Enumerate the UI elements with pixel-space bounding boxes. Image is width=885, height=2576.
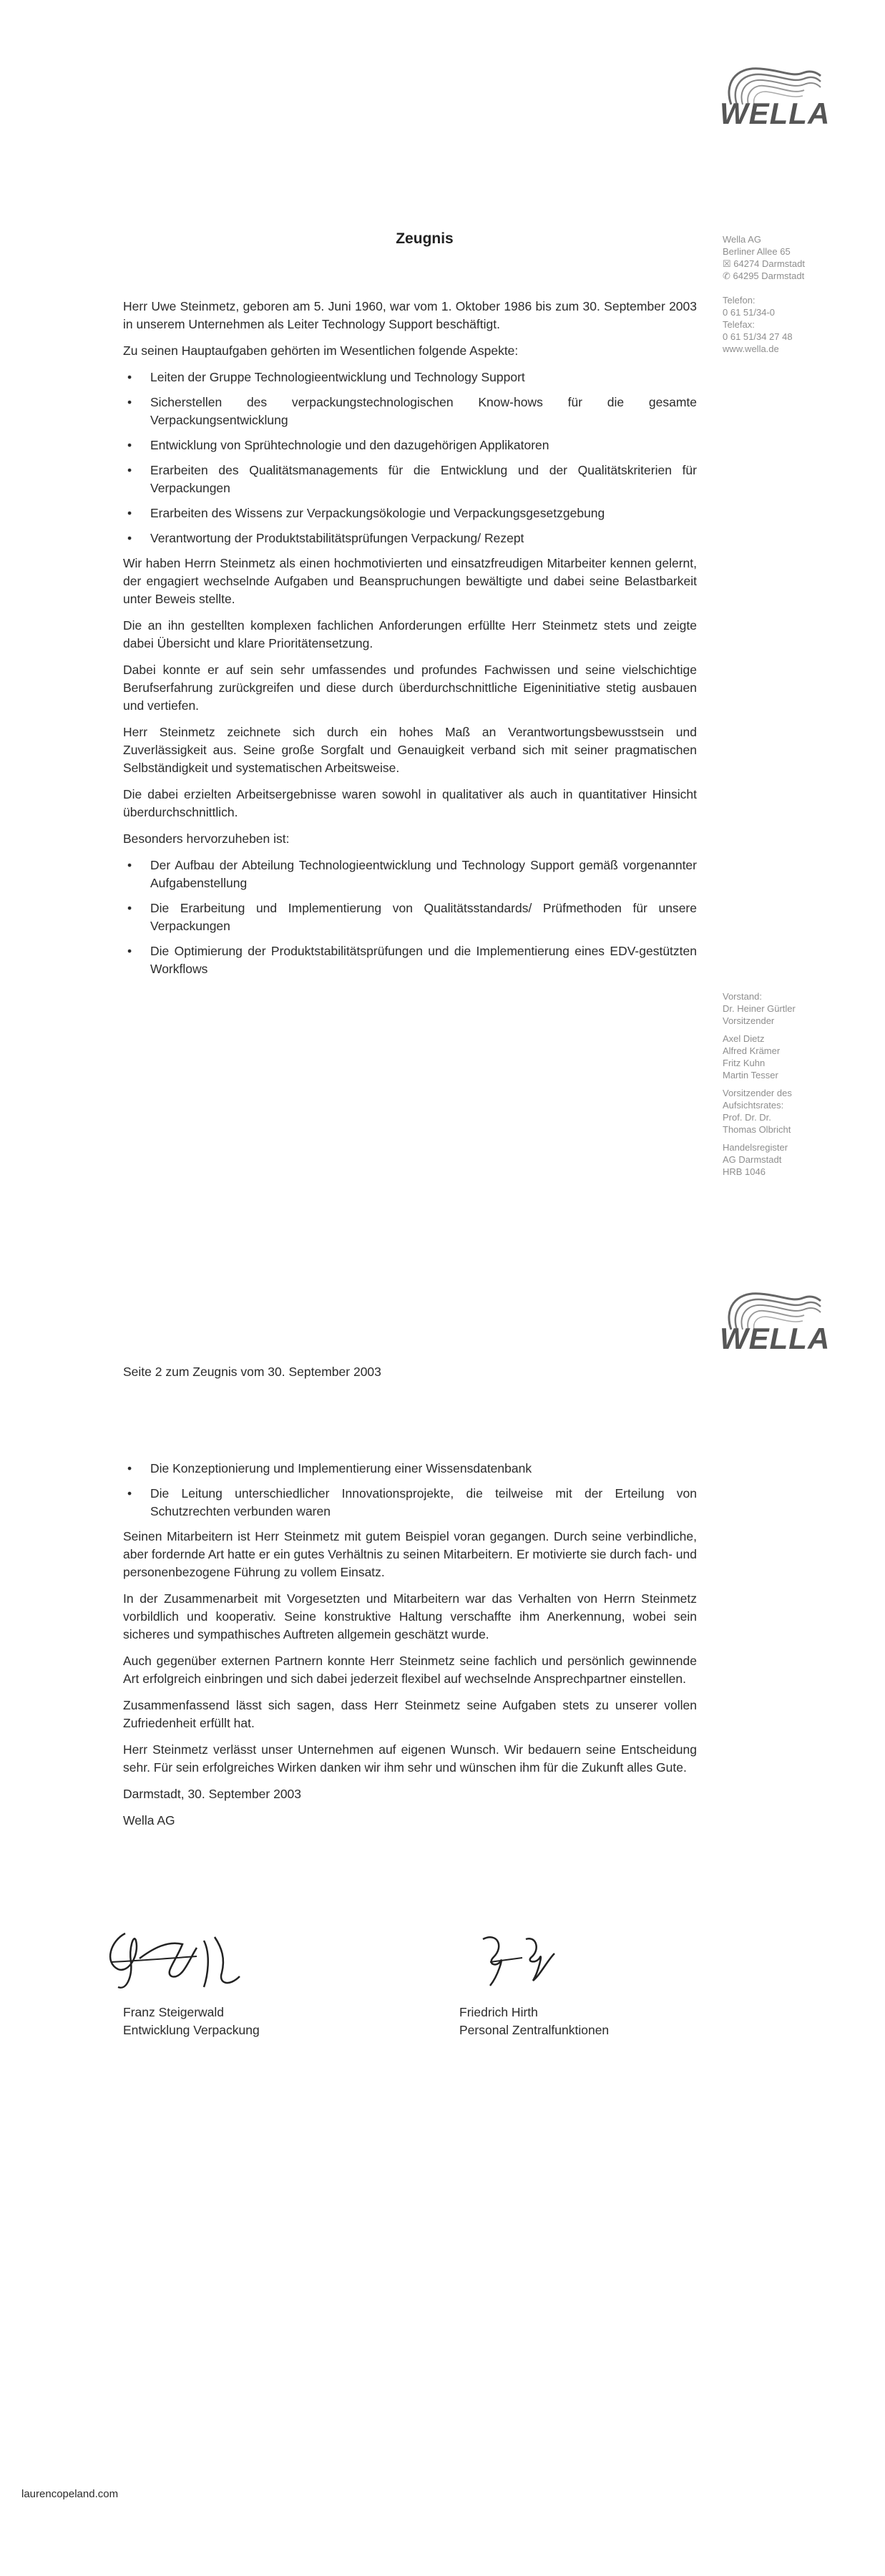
list-item: • Sicherstellen des verpackungstechnologischen Know-hows für die gesamte Verpackungsentwicklung <box>127 395 697 427</box>
company-street: Berliner Allee 65 <box>723 246 791 257</box>
signer-2 <box>459 2004 609 2039</box>
company-city: ✆ 64295 Darmstadt <box>723 270 805 281</box>
document-title: Zeugnis <box>396 230 454 247</box>
signature-steigerwald <box>97 1919 297 1998</box>
board-member: Martin Tesser <box>723 1070 778 1080</box>
company-po-box: ☒ 64274 Darmstadt <box>723 258 805 269</box>
letter-page-2 <box>0 1252 885 2576</box>
page-2-header: Seite 2 zum Zeugnis vom 30. September 2003 <box>123 1365 381 1379</box>
board-member: Fritz Kuhn <box>723 1058 766 1068</box>
paragraph: Zusammenfassend lässt sich sagen, dass Herr Steinmetz seine Aufgaben stets zu unserer vollen Zufriedenheit erfüllt hat. <box>123 1698 697 1730</box>
company-board-block <box>723 990 796 1178</box>
board-label: Vorstand: <box>723 991 762 1002</box>
list-item: • Der Aufbau der Abteilung Technologieentwicklung und Technology Support gemäß vorgenannter Aufgabenstellung <box>127 858 697 890</box>
signer-2-role: Personal Zentralfunktionen <box>459 2023 610 2037</box>
highlights-list <box>123 857 697 978</box>
register-label: Handelsregister <box>723 1142 788 1153</box>
list-item: • Die Leitung unterschiedlicher Innovationsprojekte, die teilweise mit der Erteilung von Schutzrechten verbunden waren <box>127 1486 697 1518</box>
register-court: AG Darmstadt <box>723 1154 782 1165</box>
signer-2-name: Friedrich Hirth <box>459 2005 538 2019</box>
highlights-intro: Besonders hervorzuheben ist: <box>123 831 290 846</box>
intro-paragraph: Herr Uwe Steinmetz, geboren am 5. Juni 1960, war vom 1. Oktober 1986 bis zum 30. September 2003 in unserem Unternehmen als Leiter Technology Support beschäftigt. <box>123 299 697 331</box>
paragraph: Herr Steinmetz zeichnete sich durch ein hohes Maß an Verantwortungsbewusstsein und Zuverlässigkeit aus. Seine große Sorgfalt und Genauigkeit verband sich mit seiner pragmatischen Selbständigkeit und systematischen Arbeitsweise. <box>123 725 697 775</box>
wella-logo-text: WELLA <box>720 1322 831 1355</box>
phone-number: 0 61 51/34-0 <box>723 307 776 318</box>
company-name: Wella AG <box>723 234 761 245</box>
wella-logo-text: WELLA <box>720 97 831 130</box>
paragraph: Die dabei erzielten Arbeitsergebnisse waren sowohl in qualitativer als auch in quantitativer Hinsicht überdurchschnittlich. <box>123 787 697 819</box>
fax-number: 0 61 51/34 27 48 <box>723 331 793 342</box>
fax-label: Telefax: <box>723 319 755 330</box>
phone-label: Telefon: <box>723 295 756 306</box>
paragraph: Auch gegenüber externen Partnern konnte Herr Steinmetz seine fachlich und persönlich gewinnende Art erfolgreich einbringen und sich dabei jederzeit flexibel auf wechselnde Ansprechpartner einstellen. <box>123 1654 697 1686</box>
list-item: • Die Konzeptionierung und Implementierung einer Wissensdatenbank <box>127 1461 532 1475</box>
letter-page-1 <box>0 0 885 1252</box>
list-item: • Entwicklung von Sprühtechnologie und den dazugehörigen Applikatoren <box>127 438 549 452</box>
signature-hirth <box>469 1925 576 1996</box>
company-signature-line: Wella AG <box>123 1813 175 1828</box>
tasks-intro: Zu seinen Hauptaufgaben gehörten im Wesentlichen folgende Aspekte: <box>123 343 519 358</box>
signer-1 <box>123 2004 260 2039</box>
wella-logo <box>717 63 831 131</box>
board-chair-role: Vorsitzender <box>723 1015 775 1026</box>
board-member: Alfred Krämer <box>723 1045 781 1056</box>
supervisory-label: Vorsitzender des <box>723 1088 792 1098</box>
paragraph: Dabei konnte er auf sein sehr umfassendes und profundes Fachwissen und seine vielschichtige Berufserfahrung zurückgreifen und diese durch überdurchschnittliche Eigeninitiative stetig ausbauen und vertiefen. <box>123 663 697 713</box>
website: www.wella.de <box>723 343 779 354</box>
place-date: Darmstadt, 30. September 2003 <box>123 1787 302 1801</box>
list-item: • Die Optimierung der Produktstabilitätsprüfungen und die Implementierung eines EDV-gestützten Workflows <box>127 944 697 976</box>
list-item: • Leiten der Gruppe Technologieentwicklung und Technology Support <box>127 370 525 384</box>
list-item: • Erarbeiten des Wissens zur Verpackungsökologie und Verpackungsgesetzgebung <box>127 506 605 520</box>
paragraph: Wir haben Herrn Steinmetz als einen hochmotivierten und einsatzfreudigen Mitarbeiter kennen gelernt, der engagiert wechselnde Aufgaben und Beanspruchungen bewältigte und dabei seine Belastbarkeit unter Beweis stellte. <box>123 556 697 606</box>
page-1-body <box>123 298 697 985</box>
signer-1-name: Franz Steigerwald <box>123 2005 225 2019</box>
list-item: • Die Erarbeitung und Implementierung von Qualitätsstandards/ Prüfmethoden für unsere Verpackungen <box>127 901 697 933</box>
company-contact-block <box>723 233 805 355</box>
page-2-body <box>123 1460 697 1838</box>
paragraph: Die an ihn gestellten komplexen fachlichen Anforderungen erfüllte Herr Steinmetz stets und zeigte dabei Übersicht und klare Prioritätensetzung. <box>123 618 697 650</box>
highlights-list-continued <box>123 1460 697 1521</box>
supervisory-name: Prof. Dr. Dr. <box>723 1112 771 1123</box>
signer-1-role: Entwicklung Verpackung <box>123 2023 260 2037</box>
watermark-url: laurencopeland.com <box>21 2488 119 2500</box>
supervisory-label: Aufsichtsrates: <box>723 1100 784 1111</box>
board-chair: Dr. Heiner Gürtler <box>723 1003 796 1014</box>
register-number: HRB 1046 <box>723 1166 766 1177</box>
paragraph: Herr Steinmetz verlässt unser Unternehmen auf eigenen Wunsch. Wir bedauern seine Entscheidung sehr. Für sein erfolgreiches Wirken danken wir ihm sehr und wünschen ihm für die Zukunft alles Gute. <box>123 1742 697 1775</box>
supervisory-name: Thomas Olbricht <box>723 1124 791 1135</box>
board-member: Axel Dietz <box>723 1033 765 1044</box>
tasks-list <box>123 369 697 547</box>
wella-logo <box>717 1288 831 1356</box>
paragraph: In der Zusammenarbeit mit Vorgesetzten und Mitarbeitern war das Verhalten von Herrn Steinmetz vorbildlich und kooperativ. Seine konstruktive Haltung verschaffte ihm Anerkennung, wobei sein sicheres und sympathisches Auftreten allgemein geschätzt wurde. <box>123 1591 697 1641</box>
list-item: • Verantwortung der Produktstabilitätsprüfungen Verpackung/ Rezept <box>127 531 524 545</box>
paragraph: Seinen Mitarbeitern ist Herr Steinmetz mit gutem Beispiel voran gegangen. Durch seine verbindliche, aber fordernde Art hatte er ein gutes Verhältnis zu seinen Mitarbeitern. Er motivierte sie durch fach- und personenbezogene Führung zu vollem Einsatz. <box>123 1529 697 1579</box>
list-item: • Erarbeiten des Qualitätsmanagements für die Entwicklung und der Qualitätskriterien für Verpackungen <box>127 463 697 495</box>
